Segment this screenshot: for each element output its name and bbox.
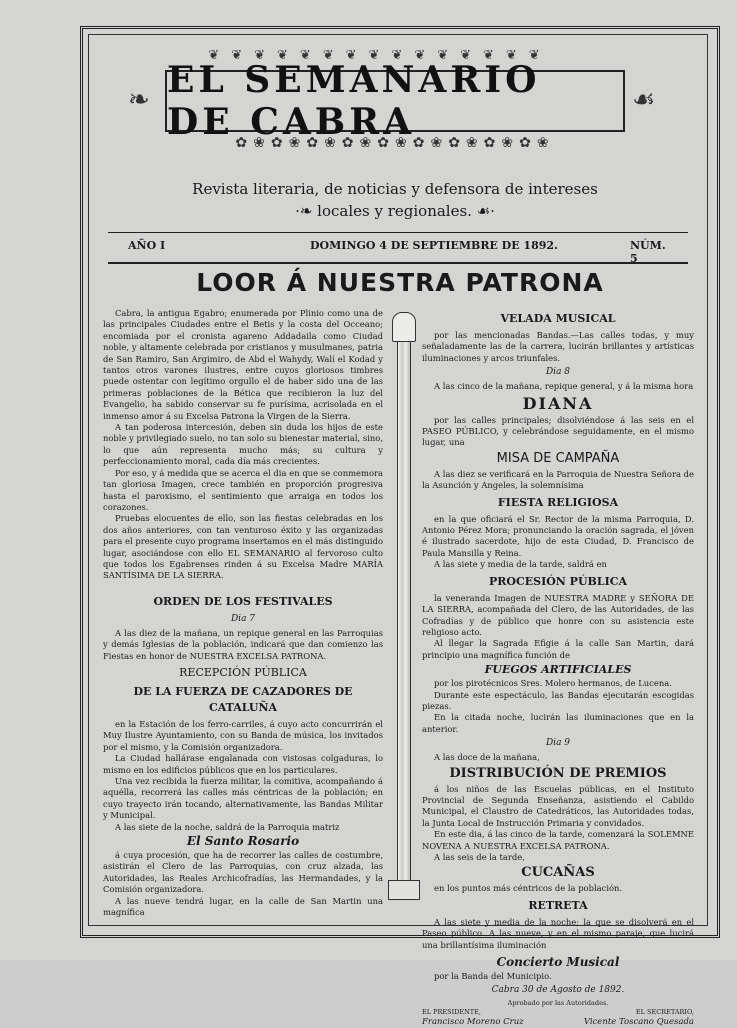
- issue-year: AÑO I: [128, 239, 166, 252]
- program-text: A las nueve tendrá lugar, en la calle de San Martin una magnífica: [103, 895, 383, 918]
- secretary-label: EL SECRETARIO,: [635, 1008, 694, 1017]
- program-text: A las siete y media de la tarde, saldrá en: [434, 559, 607, 570]
- signature-labels: [422, 1008, 694, 1017]
- masthead-box: [165, 59, 625, 143]
- president-label: EL PRESIDENTE,: [422, 1008, 481, 1017]
- right-flourish-icon: ☙: [632, 85, 656, 115]
- program-text: En este dia, á las cinco de la tarde, comenzará la SOLEMNE NOVENA A NUESTRA EXCELSA PATRONA.: [422, 829, 694, 851]
- rule-top: [108, 232, 688, 233]
- program-text: A las cinco de la mañana, repique general, y á la misma hora: [434, 381, 694, 392]
- program-text: en los puntos más céntricos de la población.: [434, 883, 623, 894]
- secretary-name: Vicente Toscano Quesada: [583, 1017, 694, 1028]
- event-heading: DE LA FUERZA DE CAZADORES DE CATALUÑA: [133, 684, 353, 714]
- issue-info-bar: [128, 239, 668, 265]
- decorative-column: [392, 312, 416, 900]
- column-capital: [392, 312, 416, 342]
- program-text: por las mencionadas Bandas.—Las calles todas, y muy señaladamente las de la carrera, lucirán brillantes y artísticas iluminaciones y arcos triunfales.: [422, 330, 694, 363]
- subtitle-line-1: Revista literaria, de noticias y defensora de intereses: [192, 180, 598, 198]
- event-heading: VELADA MUSICAL: [500, 312, 616, 325]
- headline: LOOR Á NUESTRA PATRONA: [196, 268, 604, 297]
- program-text: por los pirotécnicos Sres. Molero hermanos, de Lucena.: [434, 678, 672, 689]
- day-label: Dia 7: [230, 613, 256, 624]
- approval-note: Aprobado por las Autoridades.: [507, 999, 609, 1008]
- event-heading: PROCESIÓN PÚBLICA: [488, 574, 628, 588]
- event-heading: DIANA: [522, 393, 594, 413]
- program-heading: ORDEN DE LOS FESTIVALES: [153, 594, 333, 608]
- garland-ornament: ✿❀✿❀✿❀✿❀✿❀✿❀✿❀✿❀✿❀: [235, 135, 555, 151]
- event-heading: FIESTA RELIGIOSA: [497, 495, 619, 509]
- issue-date: DOMINGO 4 DE SEPTIEMBRE DE 1892.: [310, 239, 558, 252]
- president-name: Francisco Moreno Cruz: [422, 1017, 524, 1028]
- column-shaft: [397, 342, 411, 880]
- program-text: en la Estación de los ferro-carriles, á cuyo acto concurrirán el Muy Ilustre Ayuntamiento, con su Banda de música, los invitados por el mismo, y la Comisión organizadora.: [103, 718, 383, 752]
- program-text: A las diez se verificará en la Parroquia de Nuestra Señora de la Asunción y Angeles, la solemnísima: [422, 468, 694, 491]
- event-heading: El Santo Rosario: [186, 834, 300, 849]
- program-text: En la citada noche, lucirán las iluminaciones que en la anterior.: [422, 712, 694, 734]
- masthead-subtitle: [150, 178, 640, 222]
- day-label: Dia 9: [545, 738, 571, 749]
- event-heading: DISTRIBUCIÓN DE PREMIOS: [449, 765, 667, 781]
- program-text: Durante este espectáculo, las Bandas ejecutarán escogidas piezas.: [422, 689, 694, 711]
- article-paragraph: Cabra, la antigua Egabro; enumerada por Plinio como una de las principales Ciudades entre el Betis y la costa del Occeano; encomiada por el cronista agareno Addadaila como Ciudad noble, y altamente celebrada por cristianos y musulmanes, patria de San Ramiro, San Argimiro, de Abd el Wahydy, Walí el Kodad y tantos otros varones ilustres, entre cuyos gloriosos timbres puede ostentar con legítimo orgullo el de haber sido una de las primeras poblaciones de la Bética que recibieron la luz del Evangelio, ha sabido conservar su fe purísima, acrisolada en el inmenso amor á su Excelsa Patrona la Virgen de la Sierra.: [103, 308, 383, 421]
- event-heading: RECEPCIÓN PÚBLICA: [179, 665, 307, 679]
- dateline: Cabra 30 de Agosto de 1892.: [491, 985, 625, 996]
- rule-bottom: [108, 262, 688, 264]
- event-heading: CUCAÑAS: [521, 865, 595, 881]
- event-heading: MISA DE CAMPAÑA: [496, 450, 620, 466]
- article-paragraph: Pruebas elocuentes de ello, son las fiestas celebradas en los dos años anteriores, con tan venturoso éxito y las organizadas para el presente cuyo programa insertamos en el más distinguido lugar, asociándose con ello EL SEMANARIO al fervoroso culto que todos los Egabrenses rinden á su Excelsa Madre MARÍA SANTÍSIMA DE LA SIERRA.: [103, 513, 383, 581]
- program-text: Una vez recibida la fuerza militar, la comitiva, acompañando á aquélla, recorrerá las calles más céntricas de la población; en cuyo trayecto irán tocando, alternativamente, las Bandas Militar y Municipal.: [103, 776, 383, 821]
- signature-names: [422, 1017, 694, 1028]
- event-heading: FUEGOS ARTIFICIALES: [484, 663, 632, 677]
- program-text: A las siete y media de la noche; la que se disolverá en el Paseo público. A las nueve, y en el mismo paraje, que lucirá una brillantísima iluminación: [422, 916, 694, 950]
- program-text: La Ciudad hallárase engalanada con vistosas colgaduras, lo mismo en los edificios públicos que en los particulares.: [103, 753, 383, 775]
- subtitle-line-2-text: locales y regionales.: [317, 202, 472, 220]
- event-heading: RETRETA: [528, 898, 588, 912]
- column-base: [388, 880, 420, 900]
- program-text: por la Banda del Municipio.: [434, 971, 552, 982]
- left-flourish-icon: ❧: [128, 85, 150, 115]
- article-paragraph: Por eso, y á medida que se acerca el dia en que se conmemora tan gloriosa Imagen, crece también en proporción progresiva hasta el paroxismo, el sentimiento que arraiga en todos los corazones.: [103, 467, 383, 512]
- right-column: [422, 308, 694, 1028]
- issue-number: NÚM. 5: [630, 239, 666, 265]
- program-text: A las seis de la tarde,: [434, 852, 525, 862]
- program-text: por las calles principales; disolviéndose á las seis en el PASEO PÚBLICO, y celebrándose seguidamente, en el mismo lugar, una: [422, 414, 694, 448]
- subtitle-line-2: ·❧ locales y regionales. ☙·: [295, 202, 495, 220]
- program-text: A las diez de la mañana, un repique general en las Parroquias y demás Iglesias de la población, indicará que dan comienzo las Fiestas en honor de NUESTRA EXCELSA PATRONA.: [103, 627, 383, 661]
- program-text: á los niños de las Escuelas públicas, en el Instituto Provincial de Segunda Enseñanza, asistiendo el Cabildo Municipal, el Claustro de Catedráticos, las Autoridades todas, la Junta Local de Instrucción Primaria y convidados.: [422, 783, 694, 828]
- left-column: [103, 308, 383, 918]
- program-text: A las siete de la noche, saldrá de la Parroquia matriz: [115, 821, 340, 832]
- article-paragraph: A tan poderosa intercesión, deben sin duda los hijos de este noble y privilegiado suelo, no tan solo su bienestar material, sino, lo que aún representa mucho más; su cultura y perfeccionamiento moral, cada día más crecientes.: [103, 422, 383, 467]
- program-text: A las doce de la mañana,: [434, 752, 540, 763]
- event-heading: Concierto Musical: [496, 955, 620, 970]
- day-label: Dia 8: [545, 367, 571, 378]
- program-text: á cuya procesión, que ha de recorrer las calles de costumbre, asistirán el Clero de las Parroquias, con cruz alzada, las Autoridades, las Reales Archicofradías, las Hermandades, y la Comisión organizadora.: [103, 850, 383, 895]
- program-text: en la que oficiará el Sr. Rector de la misma Parroquia, D. Antonio Pérez Mora; pronunciando la oración sagrada, el jóven é ilustrado sacerdote, hijo de esta Ciudad, D. Francisco de Paula Mansilla y Reina.: [422, 513, 694, 558]
- program-text: Al llegar la Sagrada Efigie á la calle San Martin, dará principio una magnífica función de: [422, 638, 694, 660]
- leaf-ornament-row: ❦❦❦❦❦❦❦❦❦❦❦❦❦❦❦: [208, 48, 552, 63]
- program-text: la veneranda Imagen de NUESTRA MADRE y SEÑORA DE LA SIERRA, acompañada del Clero, de las Autoridades, de las Cofradías y de público que honre con su asistencia este religioso acto.: [422, 592, 694, 637]
- masthead-title: EL SEMANARIO DE CABRA: [167, 59, 541, 143]
